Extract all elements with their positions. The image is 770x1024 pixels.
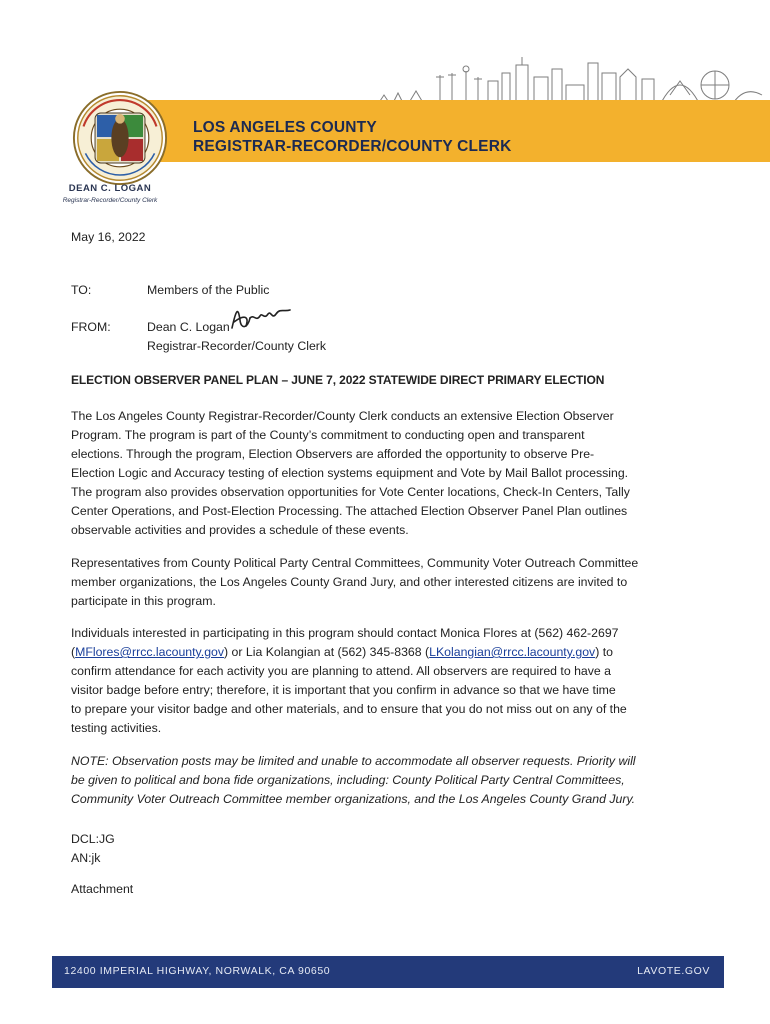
officer-name: DEAN C. LOGAN [68, 183, 152, 194]
memo-date: May 16, 2022 [71, 230, 146, 244]
text-line: Individuals interested in participating in this program should contact Monica Flores at (562) 462-2697 [71, 626, 619, 640]
text-line: to prepare your visitor badge and other materials, and to ensure that you do not miss out on any of the [71, 702, 627, 716]
text-line: The Los Angeles County Registrar-Recorder/County Clerk conducts an extensive Election Observer [71, 409, 614, 423]
reference-initials-1: DCL:JG [71, 832, 115, 846]
text-line: Program. The program is part of the County’s commitment to conducting open and transparent [71, 428, 585, 442]
text-line: The program also provides observation opportunities for Vote Center locations, Check-In Centers, Tally [71, 485, 630, 499]
county-seal-logo [72, 90, 168, 186]
attachment-label: Attachment [71, 882, 134, 896]
text-line: participate in this program. [71, 594, 216, 608]
officer-title: Registrar-Recorder/County Clerk [62, 197, 158, 204]
organization-name-line2: REGISTRAR-RECORDER/COUNTY CLERK [193, 138, 512, 155]
memo-subject: ELECTION OBSERVER PANEL PLAN – JUNE 7, 2022 STATEWIDE DIRECT PRIMARY ELECTION [71, 373, 605, 387]
from-name: Dean C. Logan [147, 320, 230, 334]
organization-name [193, 118, 512, 156]
text-line: elections. Through the program, Election Observers are afforded the opportunity to observe Pre- [71, 447, 595, 461]
text-line: confirm attendance for each activity you are planning to attend. All observers are required to have a [71, 664, 612, 678]
text-line: observable activities and provides a schedule of these events. [71, 523, 409, 537]
text-line: member organizations, the Los Angeles County Grand Jury, and other interested citizens are invited to [71, 575, 628, 589]
text-line: Community Voter Outreach Committee member organizations, and the Los Angeles County Grand Jury. [71, 792, 636, 806]
to-value: Members of the Public [147, 283, 270, 297]
footer-website-link[interactable]: LAVOTE.GOV [637, 965, 710, 977]
text-line: Representatives from County Political Party Central Committees, Community Voter Outreach Committee [71, 556, 639, 570]
from-label: FROM: [71, 320, 111, 334]
organization-name-line1: LOS ANGELES COUNTY [193, 119, 377, 136]
handwritten-signature [228, 300, 294, 336]
letterhead-footer [52, 956, 724, 988]
officer-block [30, 183, 190, 204]
city-skyline-illustration [370, 55, 770, 105]
text-line: visitor badge before entry; therefore, it is important that you confirm in advance so that we have time [71, 683, 616, 697]
paragraph-contact [71, 624, 711, 738]
text-fragment: ) or Lia Kolangian at (562) 345-8368 ( [224, 645, 430, 659]
text-line: be given to political and bona fide organizations, including: County Political Party Central Committees, [71, 773, 625, 787]
text-line: Election Logic and Accuracy testing of election systems equipment and Vote by Mail Ballot processing. [71, 466, 629, 480]
from-title: Registrar-Recorder/County Clerk [147, 339, 327, 353]
reference-initials-2: AN:jk [71, 851, 101, 865]
footer-address: 12400 IMPERIAL HIGHWAY, NORWALK, CA 90650 [64, 965, 331, 977]
text-fragment: ) to [595, 645, 613, 659]
text-line [71, 643, 711, 662]
text-line: testing activities. [71, 721, 162, 735]
text-line: NOTE: Observation posts may be limited and unable to accommodate all observer requests. Priority will [71, 754, 636, 768]
email-link-lkolangian[interactable]: LKolangian@rrcc.lacounty.gov [429, 645, 596, 659]
to-label: TO: [71, 283, 92, 297]
email-link-mflores[interactable]: MFlores@rrcc.lacounty.gov [75, 645, 225, 659]
paragraph-note [71, 752, 711, 809]
paragraph-program-overview [71, 407, 711, 540]
text-fragment: ( [71, 645, 76, 659]
paragraph-invitation [71, 554, 711, 611]
text-line: Center Operations, and Post-Election Processing. The attached Election Observer Panel Plan outlines [71, 504, 628, 518]
